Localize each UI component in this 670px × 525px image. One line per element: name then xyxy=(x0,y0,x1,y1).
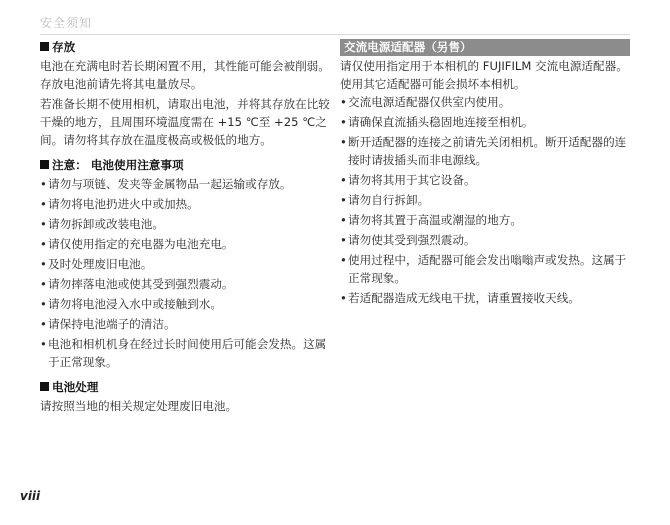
caution-list xyxy=(40,175,332,371)
disposal-heading xyxy=(40,378,332,396)
square-bullet-icon xyxy=(40,160,49,169)
list-item: • 请勿自行拆卸。 xyxy=(340,191,630,209)
list-item: • 使用过程中，适配器可能会发出嗡嗡声或发热。这属于正常现象。 xyxy=(340,251,630,287)
square-bullet-icon xyxy=(40,42,49,51)
list-item: • 断开适配器的连接之前请先关闭相机。断开适配器的连接时请拔插头而非电源线。 xyxy=(340,133,630,169)
disposal-paragraph: 请按照当地的相关规定处理废旧电池。 xyxy=(40,399,238,413)
list-item: • 请仅使用指定的充电器为电池充电。 xyxy=(40,235,332,253)
ac-adapter-band: 交流电源适配器（另售） xyxy=(340,39,630,56)
section-header: 安全须知 xyxy=(40,14,630,35)
list-item: • 电池和相机机身在经过长时间使用后可能会发热。这属于正常现象。 xyxy=(40,335,332,371)
storage-heading xyxy=(40,38,332,56)
list-item: • 及时处理废旧电池。 xyxy=(40,255,332,273)
list-item: • 请勿拆卸或改装电池。 xyxy=(40,215,332,233)
list-item: • 请勿将其用于其它设备。 xyxy=(340,171,630,189)
list-item: • 请勿将其置于高温或潮湿的地方。 xyxy=(340,211,630,229)
storage-heading-text: 存放 xyxy=(52,40,76,54)
right-column xyxy=(340,38,630,309)
caution-heading xyxy=(40,156,332,174)
list-item: • 若适配器造成无线电干扰，请重置接收天线。 xyxy=(340,289,630,307)
caution-heading-text: 注意： 电池使用注意事项 xyxy=(52,158,184,172)
list-item: • 请确保直流插头稳固地连接至相机。 xyxy=(340,113,630,131)
list-item: • 请勿与项链、发夹等金属物品一起运输或存放。 xyxy=(40,175,332,193)
list-item: • 请保持电池端子的清洁。 xyxy=(40,315,332,333)
disposal-heading-text: 电池处理 xyxy=(52,380,99,394)
list-item: • 交流电源适配器仅供室内使用。 xyxy=(340,93,630,111)
list-item: • 请勿将电池扔进火中或加热。 xyxy=(40,195,332,213)
ac-adapter-intro: 请仅使用指定用于本相机的 FUJIFILM 交流电源适配器。使用其它适配器可能会损坏本相机。 xyxy=(340,59,628,91)
storage-paragraph-2: 若准备长期不使用相机，请取出电池，并将其存放在比较干燥的地方，且周围环境温度需在 +15 ℃至 +25 ℃之间。请勿将其存放在温度极高或极低的地方。 xyxy=(40,97,330,147)
list-item: • 请勿摔落电池或使其受到强烈震动。 xyxy=(40,275,332,293)
list-item: • 请勿将电池浸入水中或接触到水。 xyxy=(40,295,332,313)
storage-paragraph-1: 电池在充满电时若长期闲置不用，其性能可能会被削弱。存放电池前请先将其电量放尽。 xyxy=(40,59,330,91)
list-item: • 请勿使其受到强烈震动。 xyxy=(340,231,630,249)
ac-adapter-list xyxy=(340,93,630,307)
square-bullet-icon xyxy=(40,382,49,391)
left-column xyxy=(40,38,332,415)
page-number: viii xyxy=(20,489,41,503)
